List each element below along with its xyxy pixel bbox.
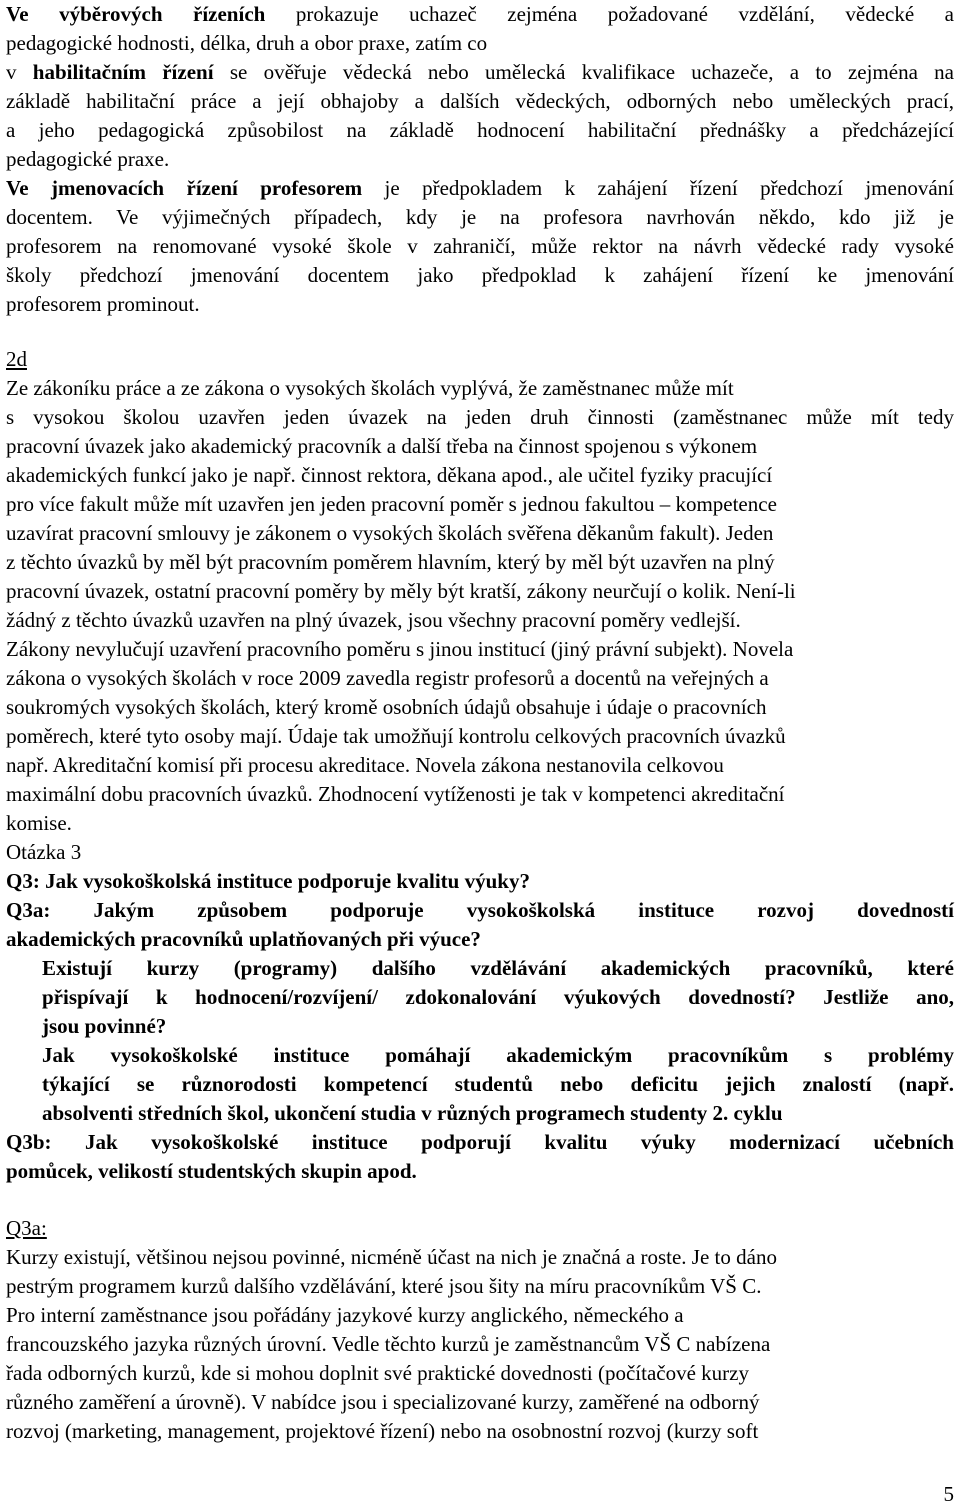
para1-line-9: profesorem na renomované vysoké škole v zahraničí, může rektor na návrh vědecké rady vysoké [6,234,954,258]
question-q3: Q3: Jak vysokoškolská instituce podporuje kvalitu výuky? [6,869,530,893]
section-2d-line: pracovní úvazek, ostatní pracovní poměry by měly být kratší, zákony neurčují o kolik. Není-li [6,579,796,603]
answer-q3a-line: rozvoj (marketing, management, projektové řízení) nebo na osobnostní rozvoj (kurzy soft [6,1419,759,1443]
para1-line-5: a jeho pedagogická způsobilost na základě hodnocení habilitační přednášky a předcházející [6,118,954,142]
section-2d-line: soukromých vysokých školách, který kromě osobních údajů obsahuje i údaje o pracovních [6,695,767,719]
subquestion-1-line-3: jsou povinné? [42,1014,167,1038]
answer-q3a-line: pestrým programem kurzů dalšího vzdělávání, které jsou šity na míru pracovníkům VŠ C. [6,1274,762,1298]
bold-term-habilitation: habilitačním řízení [32,60,214,84]
section-2d-line: pracovní úvazek jako akademický pracovník a další třeba na činnost spojenou s výkonem [6,434,758,458]
text: je předpokladem k zahájení řízení předchozí jmenování [362,176,954,200]
para1-line-8: docentem. Ve výjimečných případech, kdy je na profesora navrhován někdo, kdo již je [6,205,954,229]
section-2d-line: Zákony nevylučují uzavření pracovního poměru s jinou institucí (jiný právní subjekt). Novela [6,637,794,661]
section-2d-line: poměrech, které tyto osoby mají. Údaje tak umožňují kontrolu celkových pracovních úvazků [6,724,786,748]
para1-line-4: základě habilitační práce a její obhajoby a dalších vědeckých, odborných nebo uměleckých prací, [6,89,954,113]
section-2d-heading: 2d [6,347,27,371]
question-q3a-line-1: Q3a: Jakým způsobem podporuje vysokoškolská instituce rozvoj dovedností [6,898,954,922]
section-2d-line: Ze zákoníku práce a ze zákona o vysokých školách vyplývá, že zaměstnanec může mít [6,376,734,400]
question-q3b-line-1: Q3b: Jak vysokoškolské instituce podporují kvalitu výuky modernizací učebních [6,1130,954,1154]
text: prokazuje uchazeč zejména požadované vzdělání, vědecké a [265,2,954,26]
section-2d-line: pro více fakult může mít uzavřen jen jeden pracovní poměr s jednou fakultou – kompetence [6,492,777,516]
answer-q3a-line: francouzského jazyka různých úrovní. Vedle těchto kurzů je zaměstnancům VŠ C nabízena [6,1332,771,1356]
answer-q3a-line: Kurzy existují, většinou nejsou povinné, nicméně účast na nich je značná a roste. Je to dáno [6,1245,777,1269]
para1-line-2: pedagogické hodnosti, délka, druh a obor praxe, zatím co [6,31,488,55]
para1-line-11: profesorem prominout. [6,292,200,316]
text: v [6,60,33,84]
section-2d-line: uzavírat pracovní smlouvy je zákonem o vysokých školách svěřena děkanům fakult). Jeden [6,521,774,545]
section-2d-line: žádný z těchto úvazků uzavřen na plný úvazek, jsou všechny pracovní poměry vedlejší. [6,608,741,632]
subquestion-2-line-1: Jak vysokoškolské instituce pomáhají akademickým pracovníkům s problémy [42,1043,954,1067]
question-q3b-line-2: pomůcek, velikostí studentských skupin apod. [6,1159,417,1183]
question-q3a-line-2: akademických pracovníků uplatňovaných při výuce? [6,927,481,951]
section-2d-line: z těchto úvazků by měl být pracovním poměrem hlavním, který by měl být uzavřen na plný [6,550,775,574]
answer-q3a-heading: Q3a: [6,1216,47,1240]
question-3-label: Otázka 3 [6,840,82,864]
para1-line-1 [6,0,954,29]
answer-q3a-line: řada odborných kurzů, kde si mohou doplnit své praktické dovednosti (počítačové kurzy [6,1361,749,1385]
section-2d-line: s vysokou školou uzavřen jeden úvazek na jeden druh činnosti (zaměstnanec může mít tedy [6,405,954,429]
subquestion-2-line-2: týkající se různorodosti kompetencí studentů nebo deficitu jejich znalostí (např. [42,1072,954,1096]
section-2d-line: maximální dobu pracovních úvazků. Zhodnocení vytíženosti je tak v kompetenci akreditační [6,782,785,806]
subquestion-2-line-3: absolventi středních škol, ukončení studia v různých programech studenty 2. cyklu [42,1101,783,1125]
bold-term-selection: Ve výběrových řízeních [6,2,266,26]
para1-line-10: školy předchozí jmenování docentem jako předpoklad k zahájení řízení ke jmenování [6,263,954,287]
subquestion-1-line-2: přispívají k hodnocení/rozvíjení/ zdokonalování výukových dovedností? Jestliže ano, [42,985,954,1009]
section-2d-line: např. Akreditační komisí při procesu akreditace. Novela zákona nestanovila celkovou [6,753,724,777]
bold-term-professor: Ve jmenovacích řízení profesorem [6,176,363,200]
section-2d-line: komise. [6,811,72,835]
section-2d-line: akademických funkcí jako je např. činnost rektora, děkana apod., ale učitel fyziky pracující [6,463,773,487]
para1-line-6: pedagogické praxe. [6,147,170,171]
para1-line-3 [6,58,954,87]
subquestion-1-line-1: Existují kurzy (programy) dalšího vzdělávání akademických pracovníků, které [42,956,954,980]
answer-q3a-line: Pro interní zaměstnance jsou pořádány jazykové kurzy anglického, německého a [6,1303,684,1327]
para1-line-7 [6,174,954,203]
answer-q3a-line: různého zaměření a úrovně). V nabídce jsou i specializované kurzy, zaměřené na odborný [6,1390,760,1414]
text: se ověřuje vědecká nebo umělecká kvalifikace uchazeče, a to zejména na [213,60,955,84]
section-2d-line: zákona o vysokých školách v roce 2009 zavedla registr profesorů a docentů na veřejných a [6,666,769,690]
page-number: 5 [943,1482,954,1506]
